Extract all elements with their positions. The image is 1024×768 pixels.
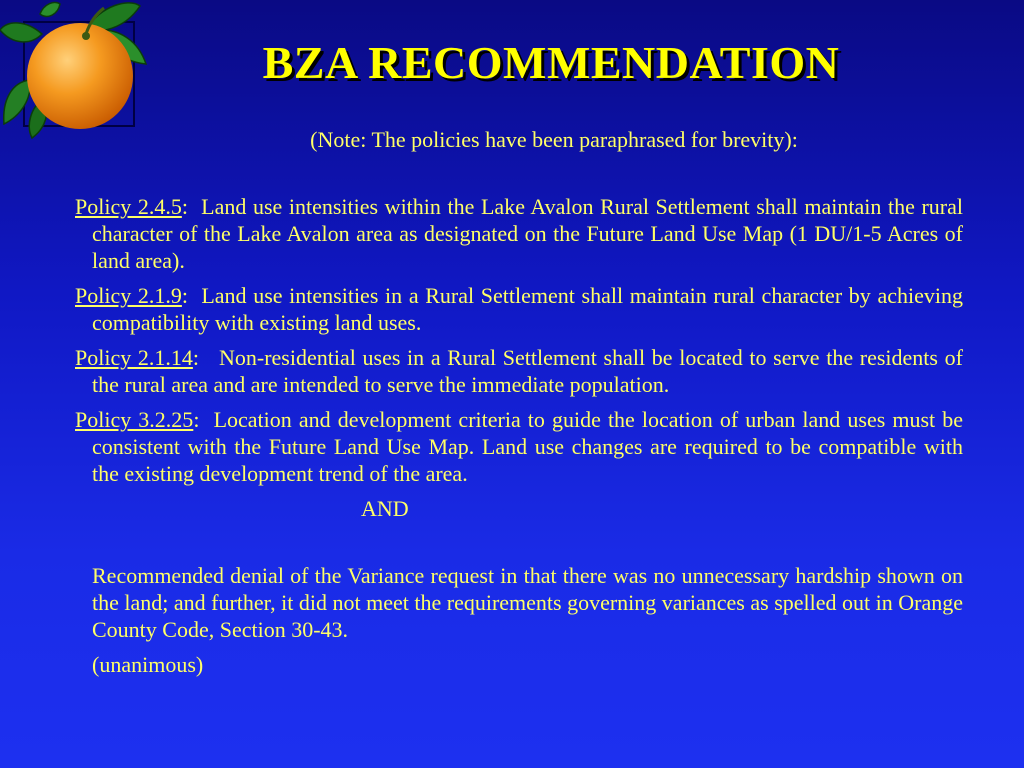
slide-body <box>75 193 963 678</box>
conjunction: AND <box>361 496 409 521</box>
policy-text: Location and development criteria to guide the location of urban land uses must be consistent with the Future Land Use Map. Land use changes are required to be compatible with the existing development trend of the area. <box>92 407 963 486</box>
policy-item: Policy 3.2.25: Location and development criteria to guide the location of urban land uses must be consistent with the Future Land Use Map. Land use changes are required to be compatible with the existing development trend of the area. <box>75 407 963 486</box>
policy-text: Non-residential uses in a Rural Settlement shall be located to serve the residents of the rural area and are intended to serve the immediate population. <box>92 345 963 397</box>
policy-item: Policy 2.1.14: Non-residential uses in a Rural Settlement shall be located to serve the residents of the rural area and are intended to serve the immediate population. <box>75 345 963 397</box>
policy-text: Land use intensities in a Rural Settlement shall maintain rural character by achieving compatibility with existing land uses. <box>92 283 963 335</box>
policy-text: Land use intensities within the Lake Avalon Rural Settlement shall maintain the rural character of the Lake Avalon area as designated on the Future Land Use Map (1 DU/1-5 Acres of land area). <box>92 194 963 273</box>
policy-id: Policy 3.2.25 <box>75 407 194 432</box>
policy-item: Policy 2.1.9: Land use intensities in a Rural Settlement shall maintain rural character by achieving compatibility with existing land uses. <box>75 283 963 335</box>
policy-item: Policy 2.4.5: Land use intensities within the Lake Avalon Rural Settlement shall maintain the rural character of the Lake Avalon area as designated on the Future Land Use Map (1 DU/1-5 Acres of land area). <box>75 194 963 273</box>
slide-title: BZA RECOMMENDATION <box>262 37 840 88</box>
vote-result: (unanimous) <box>92 652 204 677</box>
policy-id: Policy 2.1.9 <box>75 283 182 308</box>
paraphrase-note: (Note: The policies have been paraphrased for brevity): <box>310 127 798 152</box>
policy-id: Policy 2.1.14 <box>75 345 193 370</box>
recommendation-text: Recommended denial of the Variance request in that there was no unnecessary hardship shown on the land; and further, it did not meet the requirements governing variances as spelled out in Orange County Code, Section 30-43. <box>92 563 963 642</box>
policy-id: Policy 2.4.5 <box>75 194 182 219</box>
